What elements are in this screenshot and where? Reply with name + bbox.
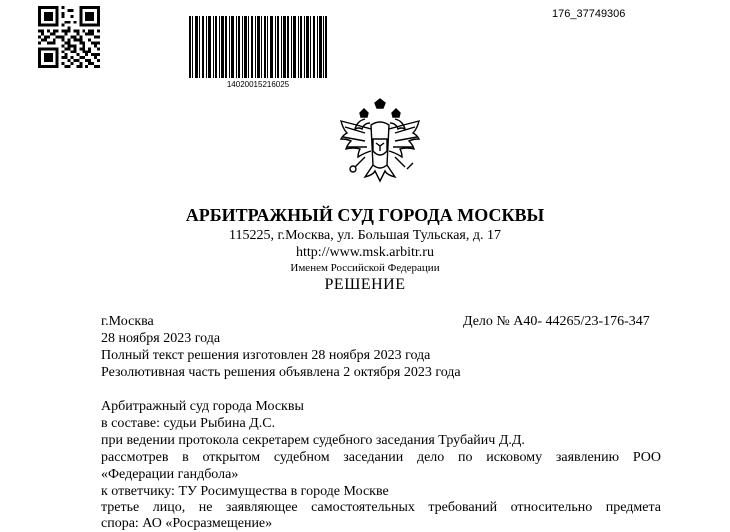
city: г.Москва bbox=[101, 314, 154, 329]
court-address: 115225, г.Москва, ул. Большая Тульская, д. 17 bbox=[229, 228, 501, 243]
defendant-line: к ответчику: ТУ Росимущества в городе Москве bbox=[101, 484, 389, 499]
full-text-date: Полный текст решения изготовлен 28 ноября 2023 года bbox=[101, 348, 431, 363]
case-number: Дело № А40- 44265/23-176-347 bbox=[463, 314, 650, 329]
decision-date: 28 ноября 2023 года bbox=[101, 331, 221, 346]
coat-of-arms-icon bbox=[335, 97, 425, 193]
document-type-title: РЕШЕНИЕ bbox=[324, 276, 406, 293]
third-party-line-2: спора: АО «Росразмещение» bbox=[101, 516, 273, 531]
third-party-line-1: третье лицо, не заявляющее самостоятельных требований относительно предмета bbox=[101, 500, 661, 515]
on-behalf-line: Именем Российской Федерации bbox=[290, 262, 440, 274]
considered-line-2: «Федерации гандбола» bbox=[101, 467, 239, 482]
secretary-line: при ведении протокола секретарем судебного заседания Трубайич Д.Д. bbox=[101, 433, 525, 448]
operative-part-date: Резолютивная часть решения объявлена 2 октября 2023 года bbox=[101, 365, 461, 380]
barcode-number: 14020015216025 bbox=[226, 80, 290, 89]
court-name: АРБИТРАЖНЫЙ СУД ГОРОДА МОСКВЫ bbox=[185, 205, 545, 225]
considered-line-1: рассмотрев в открытом судебном заседании дело по исковому заявлению РОО bbox=[101, 450, 661, 465]
qr-code bbox=[38, 6, 100, 68]
court-website[interactable]: http://www.msk.arbitr.ru bbox=[296, 245, 434, 260]
court-reference: Арбитражный суд города Москвы bbox=[101, 399, 304, 414]
barcode bbox=[189, 16, 327, 78]
court-composition: в составе: судьи Рыбина Д.С. bbox=[101, 416, 276, 431]
document-id: 176_37749306 bbox=[552, 8, 626, 20]
